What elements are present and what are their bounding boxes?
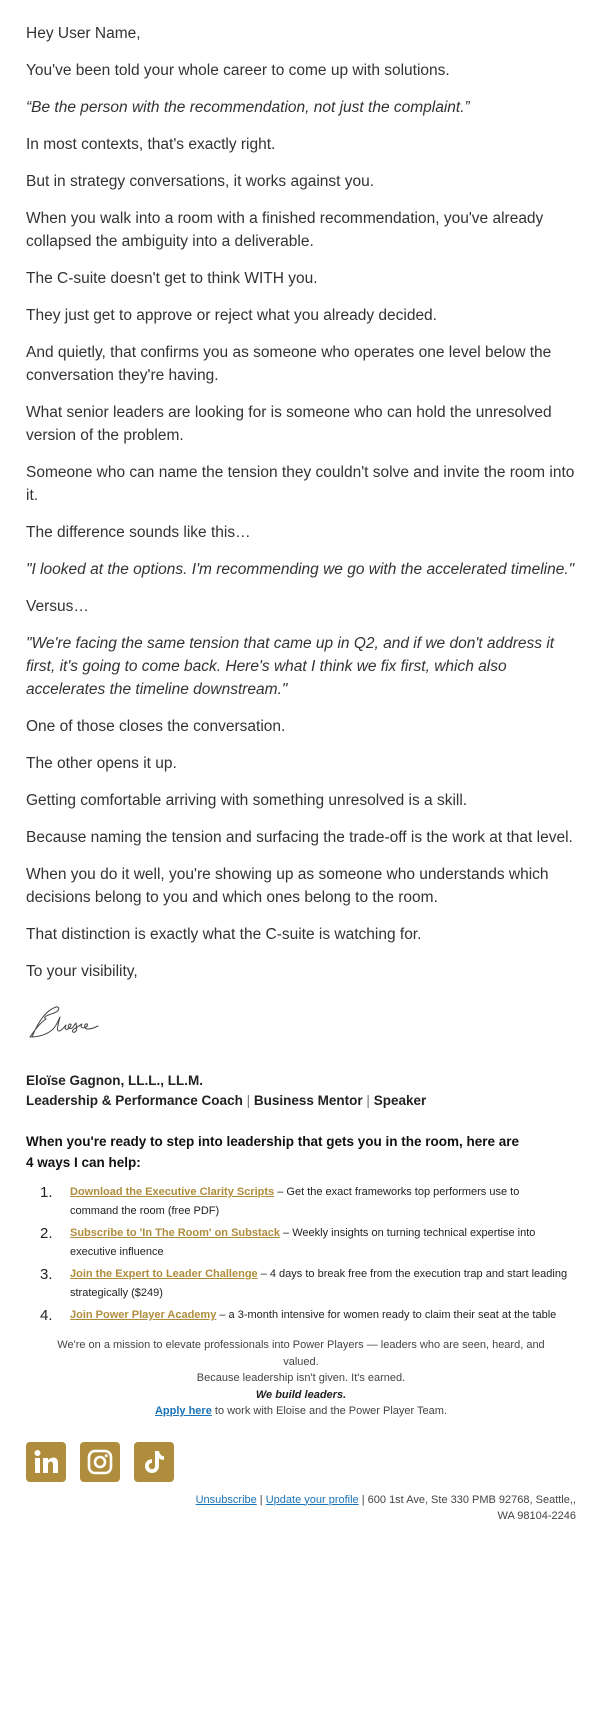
footer-address: | 600 1st Ave, Ste 330 PMB 92768, Seattle,, WA 98104-2246 <box>358 1493 576 1522</box>
list-number: 4. <box>40 1307 53 1324</box>
tiktok-button[interactable] <box>134 1442 174 1482</box>
footer-separator: | <box>256 1493 266 1506</box>
signature-name: Eloïse Gagnon, LL.L., LL.M. <box>26 1073 203 1088</box>
footer <box>26 1492 576 1525</box>
title-coach: Leadership & Performance Coach <box>26 1093 243 1108</box>
power-player-academy-link[interactable]: Join Power Player Academy <box>70 1309 217 1321</box>
social-links <box>26 1442 576 1482</box>
paragraph: The difference sounds like this… <box>26 524 251 541</box>
mission-statement <box>26 1337 576 1420</box>
offers-list <box>40 1183 576 1325</box>
list-item <box>40 1224 576 1262</box>
substack-subscribe-link[interactable]: Subscribe to 'In The Room' on Substack <box>70 1227 280 1239</box>
apply-here-link[interactable]: Apply here <box>154 1405 212 1417</box>
offer-description: – a 3-month intensive for women ready to claim their seat at the table <box>216 1309 557 1321</box>
list-number: 1. <box>40 1184 53 1201</box>
paragraph: Someone who can name the tension they couldn't solve and invite the room into it. <box>26 464 575 504</box>
quote: “Be the person with the recommendation, not just the complaint.” <box>26 99 470 116</box>
separator: | <box>246 1093 251 1108</box>
paragraph: Getting comfortable arriving with something unresolved is a skill. <box>26 792 468 809</box>
paragraph: You've been told your whole career to come up with solutions. <box>26 62 450 79</box>
paragraph: One of those closes the conversation. <box>26 718 286 735</box>
signature-title <box>26 1091 576 1111</box>
quote: "We're facing the same tension that came up in Q2, and if we don't address it first, it's going to come back. Here's what I think we fix first, which also accelerates the timeline downstream." <box>26 635 555 698</box>
paragraph: In most contexts, that's exactly right. <box>26 136 276 153</box>
offer-description: – Get the exact frameworks top performers use to command the room (free PDF) <box>70 1186 520 1217</box>
paragraph: The other opens it up. <box>26 755 177 772</box>
paragraph: Because naming the tension and surfacing the trade-off is the work at that level. <box>26 829 573 846</box>
paragraph: And quietly, that confirms you as someone who operates one level below the conversation they're having. <box>26 344 552 384</box>
paragraph: Versus… <box>26 598 89 615</box>
title-speaker: Speaker <box>373 1093 427 1108</box>
instagram-button[interactable] <box>80 1442 120 1482</box>
paragraph: They just get to approve or reject what you already decided. <box>26 307 437 324</box>
list-item <box>40 1183 576 1221</box>
paragraph: When you walk into a room with a finished recommendation, you've already collapsed the ambiguity into a deliverable. <box>26 210 544 250</box>
handwritten-signature <box>26 997 576 1045</box>
paragraph: But in strategy conversations, it works against you. <box>26 173 375 190</box>
paragraph: The C-suite doesn't get to think WITH you. <box>26 270 318 287</box>
sign-off: To your visibility, <box>26 963 138 980</box>
paragraph: What senior leaders are looking for is someone who can hold the unresolved version of the problem. <box>26 404 552 444</box>
paragraph: When you do it well, you're showing up as someone who understands which decisions belong to you and which ones belong to the room. <box>26 866 549 906</box>
leader-challenge-link[interactable]: Join the Expert to Leader Challenge <box>70 1268 258 1280</box>
separator: | <box>366 1093 370 1108</box>
help-heading: When you're ready to step into leadership that gets you in the room, here are 4 ways I can help: <box>26 1134 520 1170</box>
title-mentor: Business Mentor <box>253 1093 363 1108</box>
mission-line: Because leadership isn't given. It's earned. <box>196 1372 406 1384</box>
mission-line: We're on a mission to elevate professionals into Power Players — leaders who are seen, heard, and valued. <box>57 1339 545 1368</box>
instagram-icon <box>87 1449 113 1475</box>
signature-image <box>26 997 106 1045</box>
linkedin-icon <box>32 1448 60 1476</box>
list-number: 2. <box>40 1225 53 1242</box>
paragraph: That distinction is exactly what the C-suite is watching for. <box>26 926 422 943</box>
list-number: 3. <box>40 1266 53 1283</box>
unsubscribe-link[interactable]: Unsubscribe <box>195 1493 257 1506</box>
linkedin-button[interactable] <box>26 1442 66 1482</box>
executive-clarity-scripts-link[interactable]: Download the Executive Clarity Scripts <box>70 1186 275 1198</box>
greeting: Hey User Name, <box>26 25 141 42</box>
offer-description: – Weekly insights on turning technical expertise into executive influence <box>70 1227 536 1258</box>
list-item <box>40 1306 576 1325</box>
offer-description: – 4 days to break free from the execution trap and start leading strategically ($249) <box>70 1268 568 1299</box>
tiktok-icon <box>141 1449 167 1475</box>
mission-tagline: We build leaders. <box>255 1388 347 1401</box>
update-profile-link[interactable]: Update your profile <box>265 1493 359 1506</box>
list-item <box>40 1265 576 1303</box>
quote: "I looked at the options. I'm recommending we go with the accelerated timeline." <box>26 561 575 578</box>
apply-text: to work with Eloise and the Power Player Team. <box>211 1405 448 1417</box>
